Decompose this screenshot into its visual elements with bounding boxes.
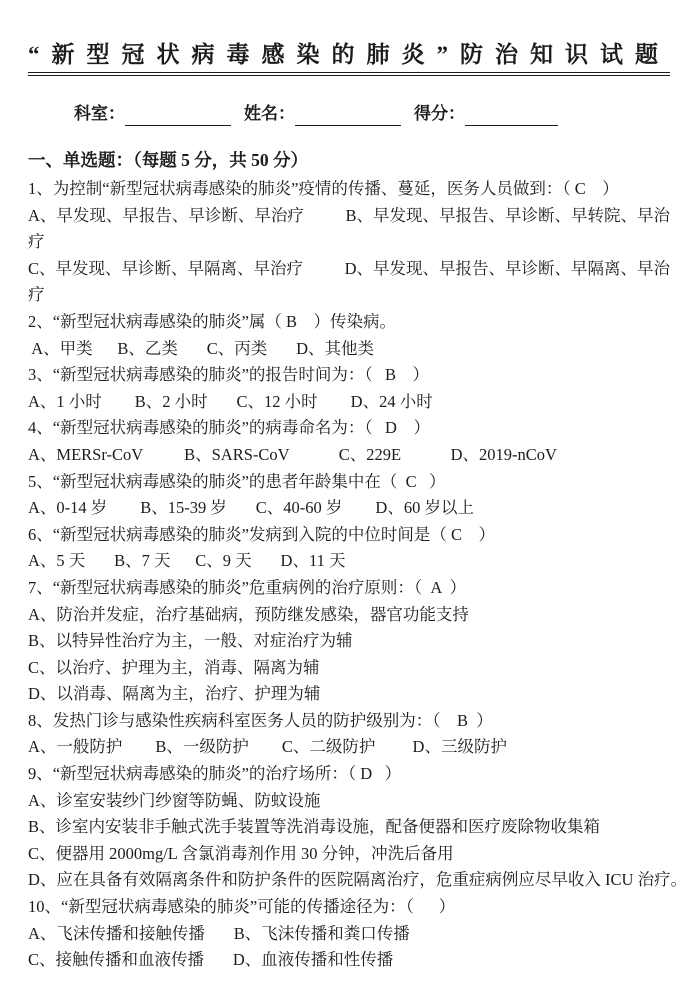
options-line: A、5 天 B、7 天 C、9 天 D、11 天 bbox=[28, 551, 346, 571]
document-title: “新型冠状病毒感染的肺炎”防治知识试题 bbox=[28, 40, 670, 76]
option-segment: B、早发现、早报告、早诊断、早转院、早治 bbox=[345, 205, 670, 225]
question-line: 1、为控制“新型冠状病毒感染的肺炎”疫情的传播、蔓延，医务人员做到：（ C ） bbox=[28, 179, 619, 198]
continuation-line: 疗 bbox=[28, 285, 45, 305]
question-line: 8、发热门诊与感染性疾病科室医务人员的防护级别为：（ B ） bbox=[28, 710, 493, 730]
options-line: A、1 小时 B、2 小时 C、12 小时 D、24 小时 bbox=[28, 391, 433, 411]
options-line: A、甲类 B、乙类 C、丙类 D、其他类 bbox=[28, 338, 375, 358]
option-segment: C、早发现、早诊断、早隔离、早治疗 bbox=[28, 258, 304, 278]
options-line: C、以治疗、护理为主，消毒、隔离为辅 bbox=[28, 657, 320, 677]
header-field-label: 得分： bbox=[414, 104, 465, 123]
options-line: A、飞沫传播和接触传播 B、飞沫传播和粪口传播 bbox=[28, 923, 410, 943]
options-line: D、以消毒、隔离为主，治疗、护理为辅 bbox=[28, 684, 321, 704]
options-line: D、应在具备有效隔离条件和防护条件的医院隔离治疗，危重症病例应尽早收入 ICU 治疗。 bbox=[28, 870, 688, 890]
options-line: A、MERSr-CoV B、SARS-CoV C、229E D、2019-nCoV bbox=[28, 444, 557, 464]
continuation-line: 疗 bbox=[28, 232, 45, 252]
options-line: B、诊室内安装非手触式洗手装置等洗消毒设施，配备便器和医疗废除物收集箱 bbox=[28, 817, 601, 837]
options-line: A、诊室安装纱门纱窗等防蝇、防蚊设施 bbox=[28, 790, 321, 810]
options-line: B、以特异性治疗为主，一般、对症治疗为辅 bbox=[28, 631, 353, 651]
header-fields bbox=[74, 102, 670, 126]
section-heading: 一、单选题：（每题 5 分，共 50 分） bbox=[28, 150, 308, 170]
option-segment: D、早发现、早报告、早诊断、早隔离、早治 bbox=[344, 258, 670, 278]
options-line bbox=[28, 256, 670, 283]
option-segment: A、早发现、早报告、早诊断、早治疗 bbox=[28, 205, 304, 225]
options-line: C、便器用 2000mg/L 含氯消毒剂作用 30 分钟，冲洗后备用 bbox=[28, 843, 454, 863]
question-line: 3、“新型冠状病毒感染的肺炎”的报告时间为：（ B ） bbox=[28, 365, 430, 385]
header-field-label: 科室： bbox=[74, 104, 125, 123]
options-line: C、接触传播和血液传播 D、血液传播和性传播 bbox=[28, 950, 394, 970]
question-line: 5、“新型冠状病毒感染的肺炎”的患者年龄集中在（ C ） bbox=[28, 471, 446, 491]
question-line: 7、“新型冠状病毒感染的肺炎”危重病例的治疗原则：（ A ） bbox=[28, 577, 467, 597]
options-line: A、防治并发症，治疗基础病，预防继发感染，器官功能支持 bbox=[28, 604, 469, 624]
question-line: 4、“新型冠状病毒感染的肺炎”的病毒命名为：（ D ） bbox=[28, 418, 430, 438]
options-line bbox=[28, 203, 670, 230]
fill-in-blank bbox=[465, 108, 558, 126]
question-line: 6、“新型冠状病毒感染的肺炎”发病到入院的中位时间是（ C ） bbox=[28, 524, 496, 544]
question-list bbox=[28, 176, 688, 974]
fill-in-blank bbox=[295, 108, 401, 126]
question-line: 2、“新型冠状病毒感染的肺炎”属（ B ）传染病。 bbox=[28, 311, 397, 331]
question-line: 10、“新型冠状病毒感染的肺炎”可能的传播途径为：（ ） bbox=[28, 897, 456, 917]
options-line: A、一般防护 B、一级防护 C、二级防护 D、三级防护 bbox=[28, 737, 507, 757]
fill-in-blank bbox=[125, 108, 231, 126]
question-line: 9、“新型冠状病毒感染的肺炎”的治疗场所：（ D ） bbox=[28, 764, 402, 784]
header-field-label: 姓名： bbox=[244, 104, 295, 123]
options-line: A、0-14 岁 B、15-39 岁 C、40-60 岁 D、60 岁以上 bbox=[28, 498, 474, 518]
